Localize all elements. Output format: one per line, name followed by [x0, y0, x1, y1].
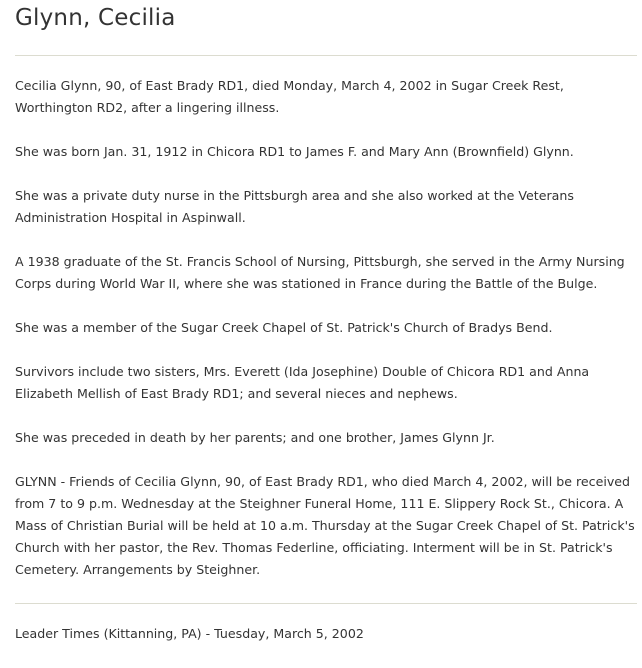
- page-title: Glynn, Cecilia: [15, 5, 176, 31]
- obituary-paragraph-church: She was a member of the Sugar Creek Chapel of St. Patrick's Church of Bradys Bend.: [15, 320, 553, 335]
- obituary-paragraph-funeral-notice: GLYNN - Friends of Cecilia Glynn, 90, of East Brady RD1, who died March 4, 2002, will be received from 7 to 9 p.m. Wednesday at the Steighner Funeral Home, 111 E. Slippery Rock St., Chicora. A Mass of Christian Burial will be held at 10 a.m. Thursday at the Sugar Creek Chapel of St. Patrick's Church with her pastor, the Rev. Thomas Federline, officiating. Interment will be in St. Patrick's Cemetery. Arrangements by Steighner.: [15, 474, 635, 577]
- obituary-paragraph-education-service: A 1938 graduate of the St. Francis School of Nursing, Pittsburgh, she served in the Army Nursing Corps during World War II, where she was stationed in France during the Battle of the Bulge.: [15, 254, 625, 291]
- obituary-body: [15, 75, 637, 581]
- obituary-paragraph-survivors: Survivors include two sisters, Mrs. Everett (Ida Josephine) Double of Chicora RD1 and Anna Elizabeth Mellish of East Brady RD1; and several nieces and nephews.: [15, 364, 590, 401]
- obituary-paragraph-death-notice: Cecilia Glynn, 90, of East Brady RD1, died Monday, March 4, 2002 in Sugar Creek Rest, Worthington RD2, after a lingering illness.: [15, 78, 564, 115]
- obituary-paragraph-preceded: She was preceded in death by her parents; and one brother, James Glynn Jr.: [15, 430, 495, 445]
- obituary-page: [15, 0, 637, 645]
- obituary-paragraph-birth: She was born Jan. 31, 1912 in Chicora RD1 to James F. and Mary Ann (Brownfield) Glynn.: [15, 144, 574, 159]
- obituary-paragraph-career: She was a private duty nurse in the Pittsburgh area and she also worked at the Veterans Administration Hospital in Aspinwall.: [15, 188, 574, 225]
- top-divider: [15, 55, 637, 56]
- source-citation: Leader Times (Kittanning, PA) - Tuesday, March 5, 2002: [15, 626, 364, 641]
- bottom-divider: [15, 603, 637, 604]
